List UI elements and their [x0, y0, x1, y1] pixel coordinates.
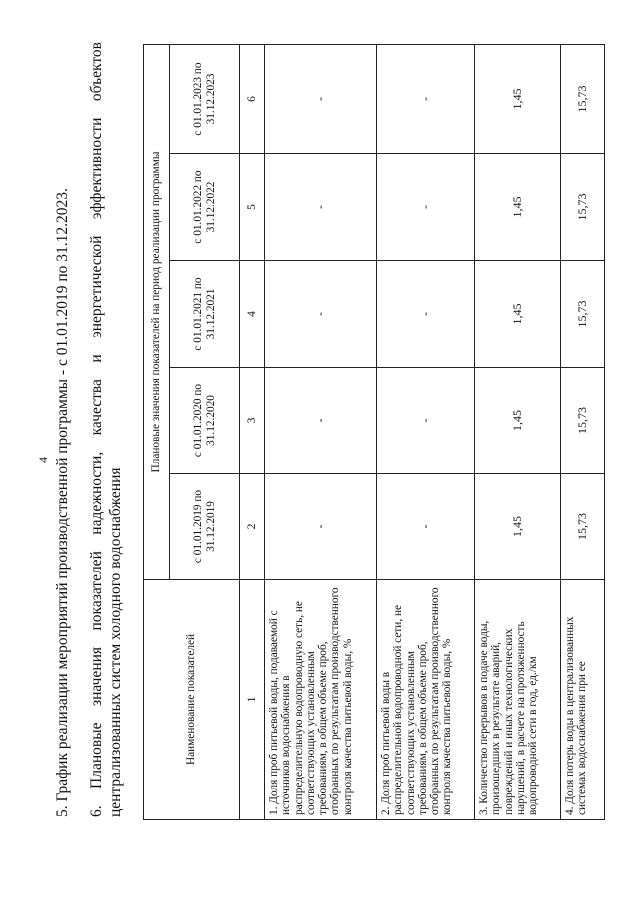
indicator-name: 1. Доля проб питьевой воды, подаваемой с источников водоснабжения в распределительную водопроводную сеть, не соответствующих установленным требованиям, в общем объеме проб, отобранных по результатам производственного контроля качества питьевой воды, %	[265, 580, 377, 820]
indicator-value: 15,73	[561, 368, 605, 474]
indicator-value: -	[265, 368, 377, 474]
indicators-table	[143, 44, 605, 820]
section-6-line-1: 6. Плановые значения показателей надежности, качества и энергетической эффективности объектов	[88, 42, 105, 817]
indicator-value: 1,45	[475, 474, 561, 580]
header-indicator-name: Наименование показателей	[144, 580, 240, 820]
column-number-row	[240, 45, 265, 820]
indicator-value: 15,73	[561, 261, 605, 368]
indicator-value: 15,73	[561, 45, 605, 154]
table-row	[265, 45, 377, 820]
header-period-2020: с 01.01.2020 по 31.12.2020	[170, 368, 240, 474]
indicator-value: 1,45	[475, 45, 561, 154]
indicator-value: -	[377, 45, 475, 154]
header-period-2022: с 01.01.2022 по 31.12.2022	[170, 154, 240, 261]
indicator-name: 2. Доля проб питьевой воды в распределительной водопроводной сети, не соответствующих установленным требованиям, в общем объеме проб, отобранных по результатам производственного контроля качества питьевой воды, %	[377, 580, 475, 820]
section-6-line-2: централизованных систем холодного водоснабжения	[107, 467, 124, 817]
column-number: 4	[240, 261, 265, 368]
column-number: 5	[240, 154, 265, 261]
indicator-value: 1,45	[475, 154, 561, 261]
indicator-value: 15,73	[561, 474, 605, 580]
indicator-value: -	[377, 261, 475, 368]
column-number: 6	[240, 45, 265, 154]
indicator-name: 3. Количество перерывов в подаче воды, произошедших в результате аварий, повреждений и иных технологических нарушений, в расчете на протяженность водопроводной сети в год, ед./км	[475, 580, 561, 820]
column-number: 3	[240, 368, 265, 474]
indicator-value: -	[377, 154, 475, 261]
column-number: 2	[240, 474, 265, 580]
indicator-value: -	[265, 45, 377, 154]
column-number: 1	[240, 580, 265, 820]
section-6-heading	[87, 42, 125, 817]
indicator-value: -	[377, 368, 475, 474]
indicator-value: -	[265, 261, 377, 368]
header-planned-values: Плановые значения показателей на период реализации программы	[144, 45, 170, 580]
indicator-value: 1,45	[475, 261, 561, 368]
table-row	[561, 45, 605, 820]
indicator-value: -	[265, 154, 377, 261]
indicator-name: 4. Доля потерь воды в централизованных системах водоснабжения при ее	[561, 580, 605, 820]
indicator-value: 15,73	[561, 154, 605, 261]
page-number: 4	[36, 457, 50, 463]
table-row	[475, 45, 561, 820]
indicator-value: -	[265, 474, 377, 580]
indicator-value: 1,45	[475, 368, 561, 474]
indicator-value: -	[377, 474, 475, 580]
section-5-text: 5. График реализации мероприятий производственной программы - с 01.01.2019 по 31.12.2023.	[54, 188, 71, 817]
header-period-2019: с 01.01.2019 по 31.12.2019	[170, 474, 240, 580]
header-period-2023: с 01.01.2023 по 31.12.2023	[170, 45, 240, 154]
header-period-2021: с 01.01.2021 по 31.12.2021	[170, 261, 240, 368]
table-row	[377, 45, 475, 820]
